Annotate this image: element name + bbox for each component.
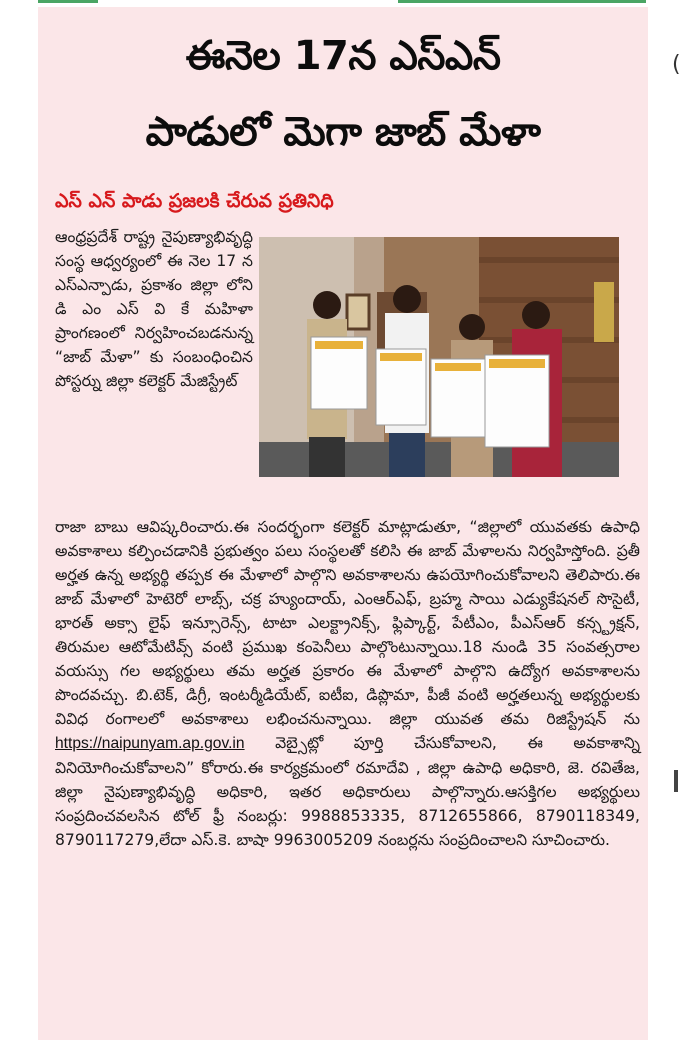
adjacent-column-edge-mark (674, 770, 678, 792)
poster-launch-photo (259, 237, 619, 477)
news-article (38, 7, 648, 1040)
naipunyam-website-link[interactable]: https://naipunyam.ap.gov.in (55, 735, 245, 752)
news-photo (259, 237, 619, 477)
adjacent-column-edge: ( (672, 52, 681, 77)
article-body (55, 515, 640, 852)
top-rule-left (38, 0, 98, 3)
body-paragraph-part-2: వెబ్సైట్లో పూర్తి చేసుకోవాలని, ఈ అవకాశాన్ని వినియోగించుకోవాలని” కోరారు.ఈ కార్యక్రమంలో రమాదేవి , జిల్లా ఉపాధి అధికారి, జె. రవితేజ, జిల్లా నైపుణ్యాభివృద్ధి అధికారి, ఇతర అధికారులు పాల్గొన్నారు.ఆసక్తిగల అభ్యర్థులు సంప్రదించవలసిన టోల్ ఫ్రీ నంబర్లు: 9988853335, 8712655866, 8790118349, 8790117279,లేదా ఎస్.కె. బాషా 9963005209 నంబర్లను సంప్రదించాలని సూచించారు. (55, 734, 640, 849)
byline: ఎస్ ఎన్ పాడు ప్రజలకి చేరువ ప్రతినిధి (55, 190, 334, 212)
headline-line-1: ఈనెల 17న ఎస్ఎన్ (185, 33, 501, 79)
headline-line-2: పాడులో మెగా జాబ్ మేళా (145, 109, 541, 155)
body-paragraph-part-1: రాజా బాబు ఆవిష్కరించారు.ఈ సందర్భంగా కలెక్టర్ మాట్లాడుతూ, “జిల్లాలో యువతకు ఉపాధి అవకాశాలు కల్పించడానికి ప్రభుత్వం పలు సంస్థలతో కలిసి ఈ జాబ్ మేళాలను నిర్వహిస్తోంది. ప్రతీ అర్హత ఉన్న అభ్యర్థి తప్పక ఈ మేళాలో పాల్గొని అవకాశాలను ఉపయోగించుకోవాలని తెలిపారు.ఈ జాబ్ మేళాలో హెటెరో లాబ్స్, చక్ర హ్యుందాయ్, ఎంఆర్ఎఫ్, బ్రహ్మ సాయి ఎడ్యుకేషనల్ సొసైటీ, భారత్ అక్సా లైఫ్ ఇన్సూరెన్స్, టాటా ఎలక్ట్రానిక్స్, ఫ్లిప్కార్ట్, పేటీఎం, పీఎస్ఆర్ కన్స్ట్రక్షన్, తిరుమల ఆటోమేటివ్స్ వంటి ప్రముఖ కంపెనీలు పాల్గొంటున్నాయి.18 నుండి 35 సంవత్సరాల వయస్సు గల అభ్యర్థులు తమ అర్హత ప్రకారం ఈ మేళాలో పాల్గొని ఉద్యోగ అవకాశాలను పొందవచ్చు. బి.టెక్, డిగ్రీ, ఇంటర్మీడియేట్, ఐటీఐ, డిప్లొమా, పీజీ వంటి అర్హతలున్న అభ్యర్థులకు వివిధ రంగాలలో అవకాశాలు లభించనున్నాయి. జిల్లా యువత తమ రిజిస్ట్రేషన్ ను (55, 518, 640, 728)
intro-column-text: ఆంధ్రప్రదేశ్ రాష్ట్ర నైపుణ్యాభివృద్ధి సంస్థ ఆధ్వర్యంలో ఈ నెల 17 న ఎస్ఎన్పాడు, ప్రకాశం జిల్లా లోని డి ఎం ఎస్ వి కే మహిళా ప్రాంగణంలో నిర్వహించబడనున్న “జాబ్ మేళా” కు సంబంధించిన పోస్టర్ను జిల్లా కలెక్టర్ మేజిస్ట్రేట్ (55, 228, 253, 390)
top-rule-right (398, 0, 646, 3)
